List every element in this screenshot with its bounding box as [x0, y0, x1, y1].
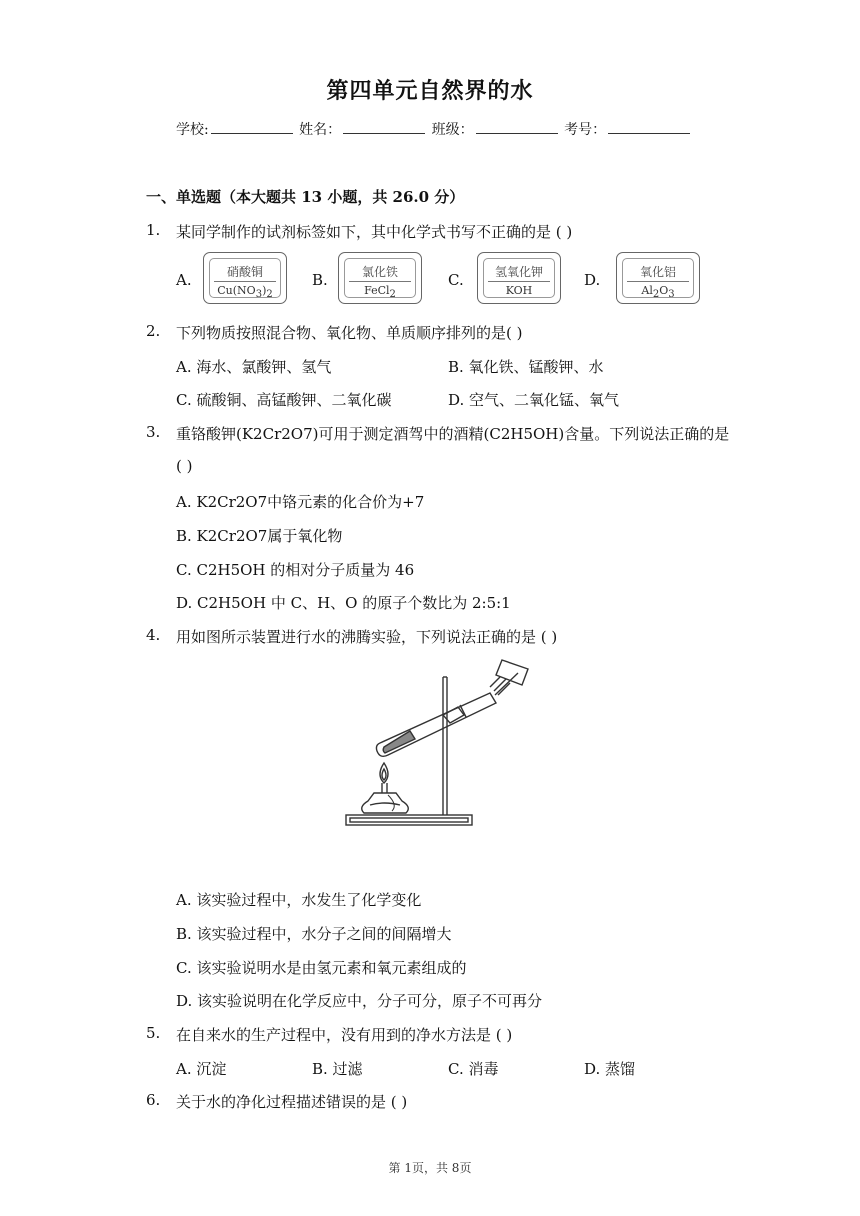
page-title: 第四单元自然界的水 [326, 79, 534, 104]
question-6-text: 关于水的净化过程描述错误的是 ( ) [176, 1093, 408, 1111]
q5-option-d[interactable]: D. 蒸馏 [584, 1060, 636, 1078]
school-blank[interactable] [211, 120, 293, 134]
class-label: 班级： [431, 122, 474, 138]
q3-option-c[interactable]: C. C2H5OH 的相对分子质量为 46 [176, 561, 415, 579]
q1-option-a-key[interactable]: A. [176, 271, 192, 289]
question-3-paren: ( ) [176, 457, 193, 475]
reagent-label-d [616, 252, 700, 304]
q2-option-c[interactable]: C. 硫酸铜、高锰酸钾、二氧化碳 [176, 391, 392, 409]
name-blank[interactable] [343, 120, 425, 134]
question-5-text: 在自来水的生产过程中，没有用到的净水方法是 ( ) [176, 1026, 513, 1044]
question-number: 5. [146, 1024, 161, 1042]
reagent-formula: KOH [505, 284, 533, 297]
name-label: 姓名： [299, 122, 342, 138]
question-number: 6. [146, 1091, 161, 1109]
school-label: 学校: [176, 122, 209, 138]
q4-option-c[interactable]: C. 该实验说明水是由氢元素和氧元素组成的 [176, 959, 467, 977]
section-heading: 一、单选题（本大题共 13 小题，共 26.0 分） [146, 188, 465, 206]
class-blank[interactable] [476, 120, 558, 134]
question-3-text: 重铬酸钾(K2Cr2O7)可用于测定酒驾中的酒精(C2H5OH)含量。下列说法正确的是 [176, 425, 730, 443]
page-footer: 第 1页，共 8页 [388, 1161, 472, 1175]
reagent-formula: FeCl$_2$ [364, 284, 396, 301]
exam-no-label: 考号： [564, 122, 607, 138]
question-number: 3. [146, 423, 161, 441]
reagent-label-a [203, 252, 287, 304]
q3-option-a[interactable]: A. K2Cr2O7中铬元素的化合价为+7 [176, 493, 425, 511]
q4-option-a[interactable]: A. 该实验过程中，水发生了化学变化 [176, 891, 422, 909]
reagent-formula: $Cu(NO_3)_2$ [217, 284, 273, 301]
exam-no-blank[interactable] [608, 120, 690, 134]
reagent-name: 氧化铝 [639, 265, 676, 279]
question-number: 2. [146, 322, 161, 340]
q3-option-d[interactable]: D. C2H5OH 中 C、H、O 的原子个数比为 2:5:1 [176, 594, 511, 612]
q5-option-c[interactable]: C. 消毒 [448, 1060, 499, 1078]
question-1-text: 某同学制作的试剂标签如下，其中化学式书写不正确的是 ( ) [176, 223, 573, 241]
question-number: 4. [146, 626, 161, 644]
q4-option-d[interactable]: D. 该实验说明在化学反应中，分子可分，原子不可再分 [176, 992, 543, 1010]
question-2-text: 下列物质按照混合物、氧化物、单质顺序排列的是( ) [176, 324, 523, 342]
reagent-label-c [477, 252, 561, 304]
q5-option-a[interactable]: A. 沉淀 [176, 1060, 227, 1078]
q2-option-b[interactable]: B. 氧化铁、锰酸钾、水 [448, 358, 604, 376]
reagent-formula: $Al_2O_3$ [641, 284, 675, 301]
q4-option-b[interactable]: B. 该实验过程中，水分子之间的间隔增大 [176, 925, 452, 943]
reagent-name: 氯化铁 [361, 265, 398, 279]
q1-option-b-key[interactable]: B. [312, 271, 328, 289]
q2-option-a[interactable]: A. 海水、氯酸钾、氢气 [176, 358, 332, 376]
q1-option-d-key[interactable]: D. [584, 271, 601, 289]
question-number: 1. [146, 221, 161, 239]
question-4-text: 用如图所示装置进行水的沸腾实验，下列说法正确的是 ( ) [176, 628, 558, 646]
q3-option-b[interactable]: B. K2Cr2O7属于氧化物 [176, 527, 343, 545]
boiling-apparatus-diagram [340, 655, 540, 835]
student-info-line [176, 119, 692, 139]
q2-option-d[interactable]: D. 空气、二氧化锰、氧气 [448, 391, 620, 409]
reagent-name: 氢氧化钾 [494, 265, 543, 279]
q5-option-b[interactable]: B. 过滤 [312, 1060, 363, 1078]
q1-option-c-key[interactable]: C. [448, 271, 464, 289]
reagent-name: 硝酸铜 [226, 265, 263, 279]
reagent-label-b [338, 252, 422, 304]
